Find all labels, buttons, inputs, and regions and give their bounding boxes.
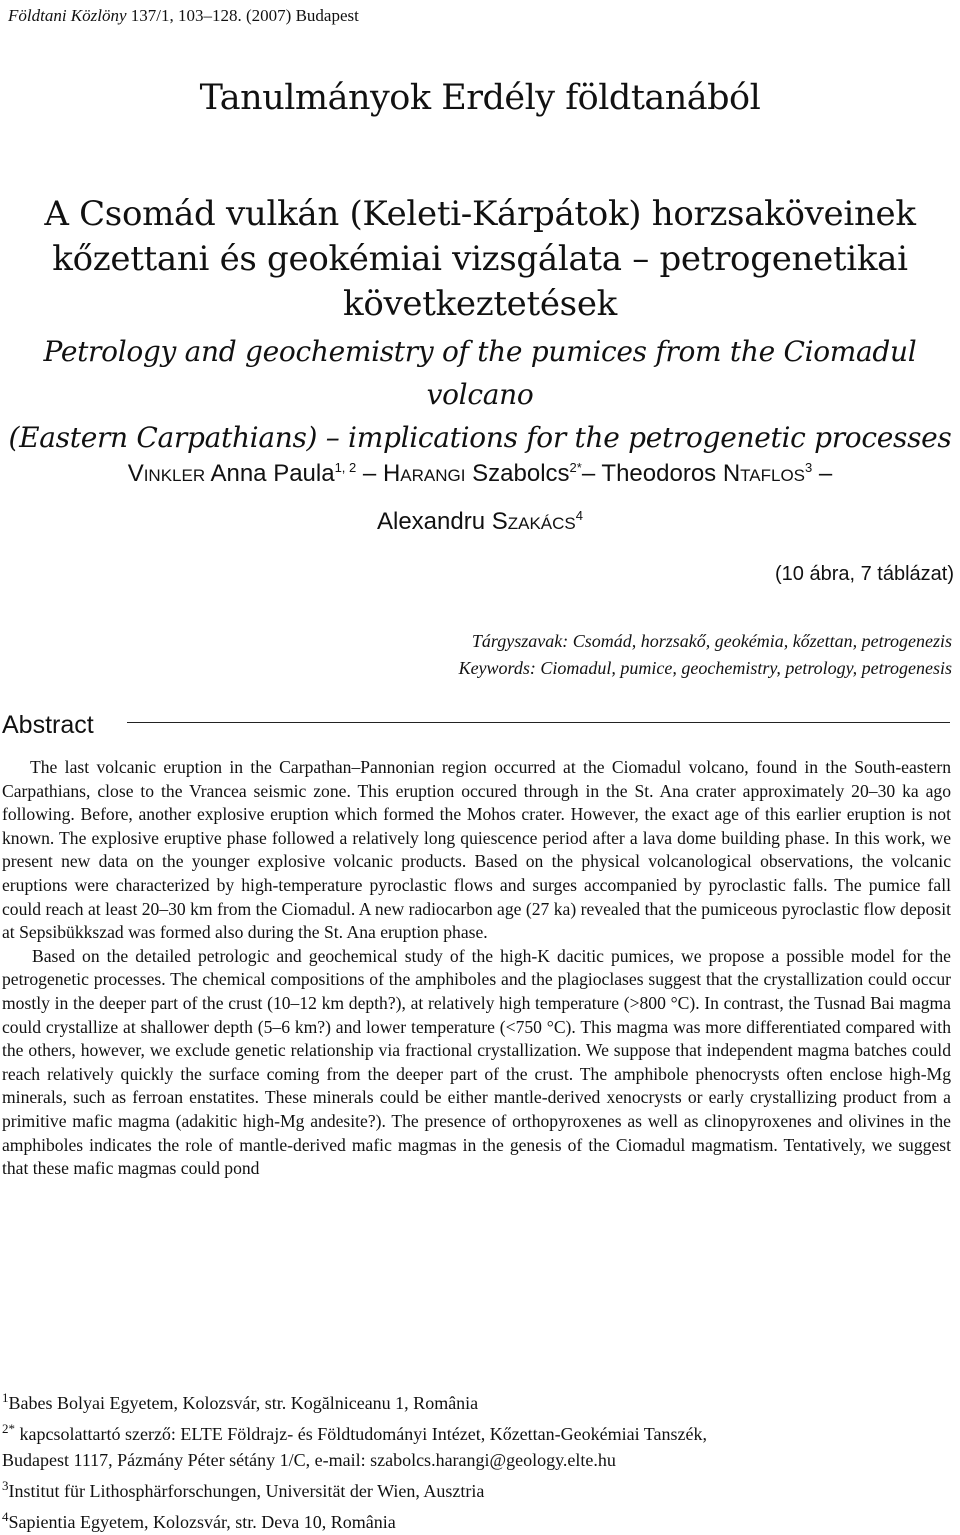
affiliation-mark: 3 [805, 460, 813, 475]
abstract-paragraph: Based on the detailed petrologic and geochemical study of the high-K dacitic pumices, we propose a possible model for the petrogenetic processes. The chemical compositions of the amphiboles and the plagioclases suggest that the crystallization could occur mostly in the deeper part of the crust (10–12 km depth?), at relatively high temperature (>800 °C). In contrast, the Tusnad Bai magma could crystallize at shallower depth (5–6 km?) and lower temperature (<750 °C). This magma was more differentiated compared with the others, however, we exclude genetic relationship via fractional crystallization. We suppose that independent magma batches could reach relatively quickly the surface coming from the deeper part of the crust. The amphibole phenocrysts often enclose high-Mg minerals, such as ferroan enstatites. These minerals could be either mantle-derived xenocrysts or early crystallizing product from a primitive mafic magma (adakitic high-Mg andesite?). The presence of orthopyroxenes as well as clinopyroxenes and olivines in the amphiboles indicates the role of mantle-derived mafic magmas in the genesis of the Ciomadul magmatism. Tentatively, we suggest that these mafic magmas could pond [2, 945, 951, 1179]
keywords-english: Keywords: Ciomadul, pumice, geochemistry, petrology, petrogenesis [458, 658, 952, 678]
footnote-mark: 3 [2, 1478, 9, 1493]
footnotes [2, 1385, 707, 1535]
keywords-block [459, 628, 952, 682]
affiliation-mark: 1, 2 [334, 460, 357, 475]
title-en-line: Petrology and geochemistry of the pumices from the Ciomadul volcano [43, 335, 917, 411]
author-separator: – [812, 460, 833, 487]
figures-tables-note: (10 ábra, 7 táblázat) [775, 563, 954, 585]
title-english [0, 330, 960, 459]
author-list [0, 447, 960, 543]
footnote-mark: 2* [2, 1421, 15, 1436]
footnote-1 [2, 1385, 707, 1416]
abstract-paragraph: The last volcanic eruption in the Carpathan–Pannonian region occurred at the Ciomadul volcano, found in the South-eastern Carpathians, close to the Vrancea seismic zone. This eruption occured through in the St. Ana crater approximately 20–30 ka ago following. Before, another explosive eruption which formed the Mohos crater. However, the exact age of this earlier eruption is not known. The explosive eruptive phase followed a relatively long quiescence period after a lava dome building phase. In this work, we present new data on the younger explosive volcanic products. Based on the physical volcanological observations, the volcanic eruptions were characterized by high-temperature pyroclastic flows and surges accompanied by pyroclastic falls. The pumice fall could reach at least 20–30 km from the Ciomadul. A new radiocarbon age (27 ka) revealed that the pumiceous pyroclastic flow deposit at Sepsibükkszad was formed also during the St. Ana eruption phase. [2, 757, 951, 943]
affiliation-mark: 2* [569, 460, 582, 475]
footnote-mark: 1 [2, 1390, 9, 1405]
title-en-line: (Eastern Carpathians) – implications for the petrogenetic processes [8, 421, 952, 454]
journal-issue: 137/1, 103–128. (2007) Budapest [130, 6, 359, 25]
affiliation-mark: 4 [575, 508, 583, 523]
footnote-2 [2, 1416, 707, 1447]
journal-name: Földtani Közlöny [8, 6, 127, 25]
author-given: Szabolcs [465, 460, 570, 487]
footnote-text: Institut für Lithosphärforschungen, Universität der Wien, Ausztria [8, 1481, 485, 1501]
abstract-heading: Abstract [2, 711, 94, 739]
author-given: Alexandru [376, 508, 492, 535]
author-surname: Vinkler [127, 460, 206, 487]
keywords-hungarian: Tárgyszavak: Csomád, horzsakő, geokémia, kőzettan, petrogenezis [471, 631, 952, 651]
footnote-text: kapcsolattartó szerző: ELTE Földrajz- és Földtudományi Intézet, Kőzettan-Geokémiai Tanszék, [15, 1424, 708, 1444]
author-given: Theodoros [601, 460, 723, 487]
footnote-2-continued: Budapest 1117, Pázmány Péter sétány 1/C, e-mail: szabolcs.harangi@geology.elte.hu [2, 1450, 616, 1470]
author-given: Anna Paula [205, 460, 335, 487]
title-hu-line: kőzettani és geokémiai vizsgálata – petrogenetikai [52, 239, 908, 279]
series-title: Tanulmányok Erdély földtanából [199, 78, 761, 118]
abstract-body [2, 756, 951, 1181]
footnote-4 [2, 1504, 707, 1535]
author-surname: Harangi [382, 460, 466, 487]
author-separator: – [581, 460, 602, 487]
journal-citation [8, 6, 359, 26]
footnote-text: Babes Bolyai Egyetem, Kolozsvár, str. Kogălniceanu 1, România [8, 1393, 479, 1413]
footnote-text: Sapientia Egyetem, Kolozsvár, str. Deva 10, România [8, 1512, 396, 1532]
abstract-divider [127, 722, 950, 723]
author-separator: – [356, 460, 383, 487]
author-surname: Szakács [491, 508, 576, 535]
title-hu-line: következtetések [343, 284, 617, 324]
footnote-3 [2, 1473, 707, 1504]
author-line [0, 495, 960, 543]
title-hungarian [0, 192, 960, 327]
author-line [0, 447, 960, 495]
title-hu-line: A Csomád vulkán (Keleti-Kárpátok) horzsaköveinek [44, 194, 916, 234]
author-surname: Ntaflos [722, 460, 806, 487]
footnote-mark: 4 [2, 1509, 9, 1524]
